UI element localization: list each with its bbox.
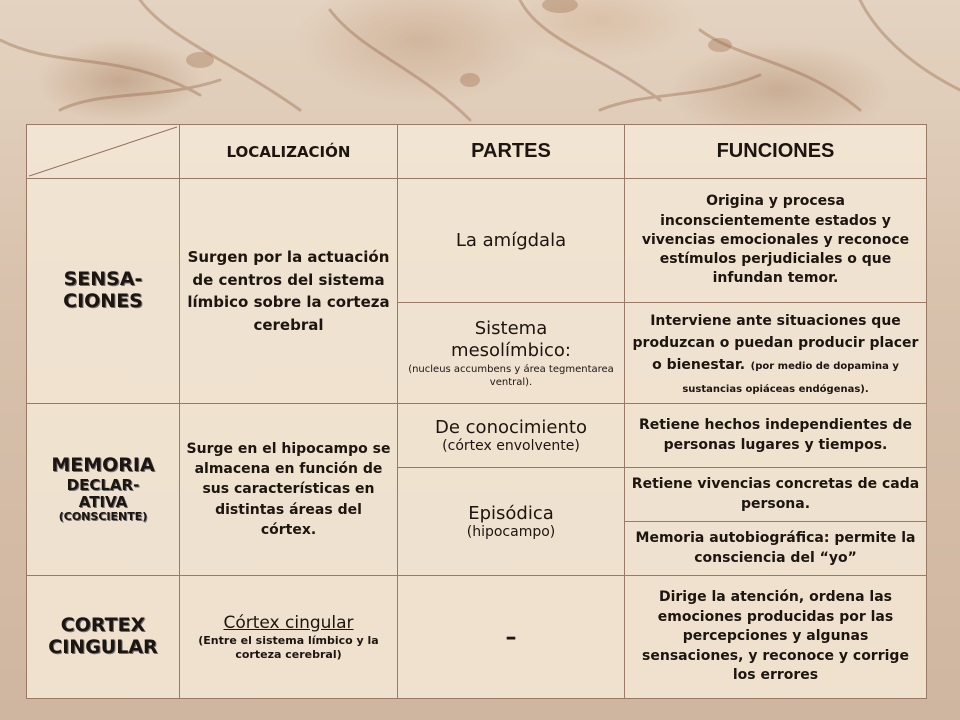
- funcion-cortex: Dirige la atención, ordena las emociones producidas por las percepciones y algunas sensaciones, y reconoce y corrige los errores: [625, 576, 927, 699]
- cortex-title-line1: CORTEX: [60, 614, 146, 637]
- funcion-episodica-1: Retiene vivencias concretas de cada persona.: [625, 468, 927, 522]
- funcion-conocimiento: Retiene hechos independientes de personas lugares y tiempos.: [625, 404, 927, 468]
- parte-conocimiento: [398, 404, 625, 468]
- conocimiento-note: (córtex envolvente): [442, 438, 580, 454]
- memoria-title-line4: (CONSCIENTE): [58, 510, 148, 524]
- memoria-localizacion: Surge en el hipocampo se almacena en función de sus características en distintas áreas del córtex.: [180, 404, 398, 576]
- header-funciones: FUNCIONES: [625, 125, 927, 179]
- sensaciones-title-line2: CIONES: [63, 290, 143, 312]
- memoria-title-line2: DECLAR-: [66, 475, 140, 494]
- conocimiento-label: De conocimiento: [435, 417, 587, 438]
- memoria-title-line3: ATIVA: [78, 493, 128, 512]
- memoria-title-line1: MEMORIA: [51, 454, 155, 476]
- diagonal-divider: [27, 125, 179, 178]
- funcion-mesolimbico: [625, 303, 927, 404]
- row-heading-memoria: [27, 404, 180, 576]
- episodica-label: Episódica: [468, 503, 554, 524]
- cortex-title-line2: CINGULAR: [48, 636, 158, 658]
- row-memoria-conocimiento: [27, 404, 927, 468]
- cortex-localizacion-label: Córtex cingular: [223, 612, 354, 633]
- mesolimbico-line2: mesolímbico:: [451, 340, 571, 361]
- header-localizacion: LOCALIZACIÓN: [180, 125, 398, 179]
- corner-cell: [27, 125, 180, 179]
- mesolimbico-funcion-text: Interviene ante situaciones que produzcan o puedan producir placer o bienestar.: [632, 312, 919, 374]
- cortex-localizacion-note: (Entre el sistema límbico y la corteza cerebral): [198, 633, 379, 662]
- episodica-note: (hipocampo): [466, 524, 556, 540]
- header-partes: PARTES: [398, 125, 625, 179]
- funcion-episodica-2: Memoria autobiográfica: permite la consciencia del “yo”: [625, 522, 927, 576]
- row-cortex: [27, 576, 927, 699]
- parte-episodica: [398, 468, 625, 576]
- sensaciones-title-line1: SENSA-: [63, 268, 143, 291]
- parte-amigdala: La amígdala: [398, 179, 625, 303]
- cortex-localizacion: [180, 576, 398, 699]
- row-heading-sensaciones: [27, 179, 180, 404]
- mesolimbico-line1: Sistema: [474, 317, 548, 339]
- parte-cortex: –: [398, 576, 625, 699]
- header-row: [27, 125, 927, 179]
- mesolimbico-funcion-note: (por medio de dopamina y sustancias opiáceas endógenas).: [682, 361, 899, 395]
- sensaciones-localizacion: Surgen por la actuación de centros del sistema límbico sobre la corteza cerebral: [180, 179, 398, 404]
- row-heading-cortex: [27, 576, 180, 699]
- funcion-amigdala: Origina y procesa inconscientemente estados y vivencias emocionales y reconoce estímulos perjudiciales o que infundan temor.: [625, 179, 927, 303]
- mesolimbico-note: (nucleus accumbens y área tegmentarea ventral).: [408, 363, 614, 388]
- parte-mesolimbico: [398, 303, 625, 404]
- row-sensaciones-amigdala: [27, 179, 927, 303]
- comparison-table: [26, 124, 927, 699]
